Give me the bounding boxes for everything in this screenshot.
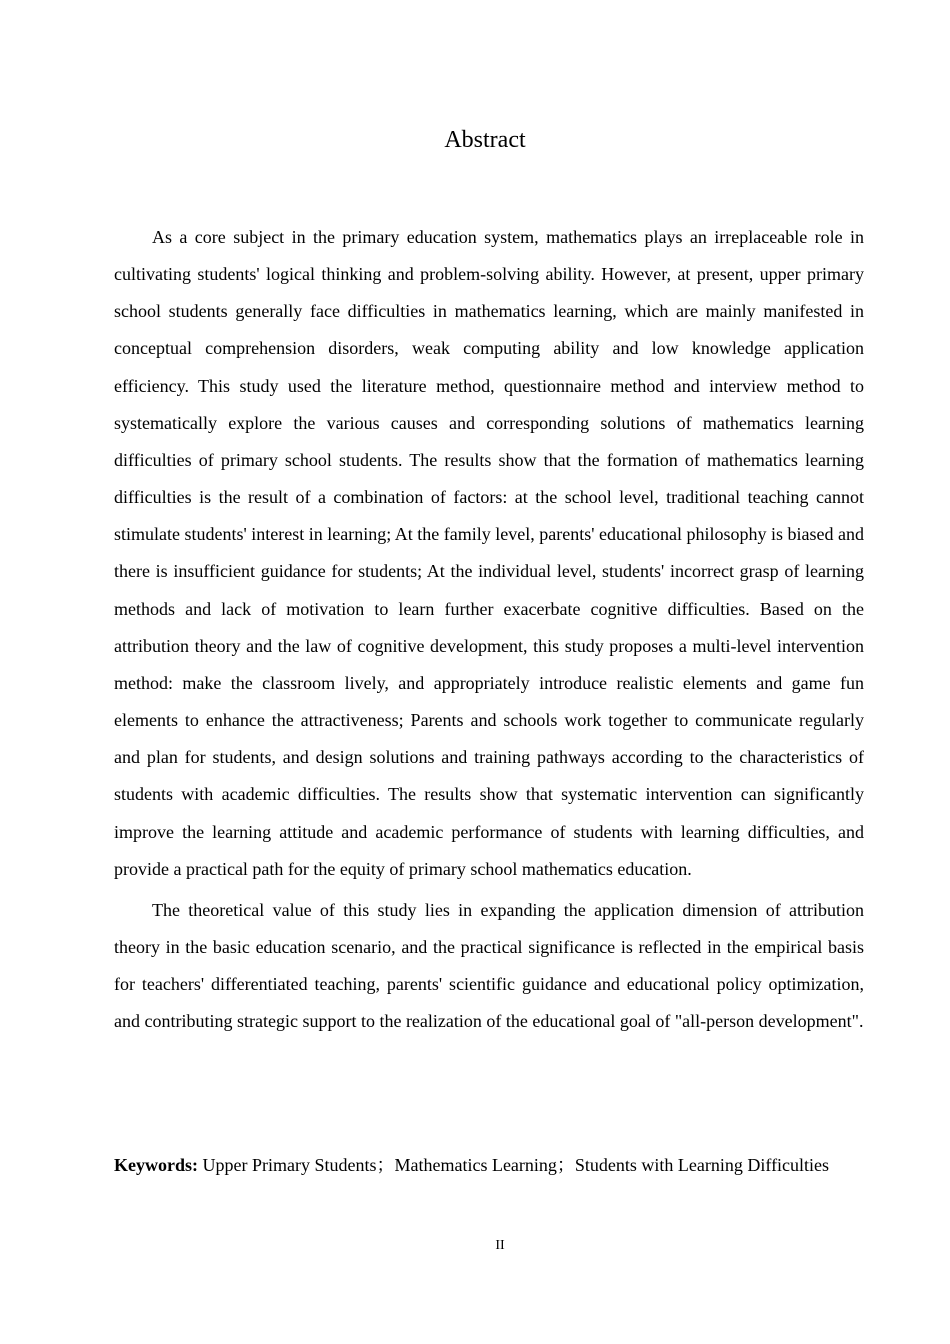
keywords-line [114, 1151, 874, 1179]
keywords-list: Upper Primary Students；Mathematics Learning；Students with Learning Difficulties [202, 1155, 830, 1175]
abstract-paragraph-2: The theoretical value of this study lies in expanding the application dimension of attribution theory in the basic education scenario, and the practical significance is reflected in the empirical basis for teachers' differentiated teaching, parents' scientific guidance and educational policy optimization, and contributing strategic support to the realization of the educational goal of "all-person development". [114, 899, 864, 1032]
abstract-heading: Abstract [444, 127, 526, 153]
keywords-label: Keywords: [114, 1155, 198, 1175]
page-number: II [495, 1238, 505, 1253]
abstract-body [114, 219, 864, 1040]
abstract-paragraph-1: As a core subject in the primary education system, mathematics plays an irreplaceable role in cultivating students' logical thinking and problem-solving ability. However, at present, upper primary school students generally face difficulties in mathematics learning, which are mainly manifested in conceptual comprehension disorders, weak computing ability and low knowledge application efficiency. This study used the literature method, questionnaire method and interview method to systematically explore the various causes and corresponding solutions of mathematics learning difficulties of primary school students. The results show that the formation of mathematics learning difficulties is the result of a combination of factors: at the school level, traditional teaching cannot stimulate students' interest in learning; At the family level, parents' educational philosophy is biased and there is insufficient guidance for students; At the individual level, students' incorrect grasp of learning methods and lack of motivation to learn further exacerbate cognitive difficulties. Based on the attribution theory and the law of cognitive development, this study proposes a multi-level intervention method: make the classroom lively, and appropriately introduce realistic elements and game fun elements to enhance the attractiveness; Parents and schools work together to communicate regularly and plan for students, and design solutions and training pathways according to the characteristics of students with academic difficulties. The results show that systematic intervention can significantly improve the learning attitude and academic performance of students with learning difficulties, and provide a practical path for the equity of primary school mathematics education. [114, 227, 864, 879]
